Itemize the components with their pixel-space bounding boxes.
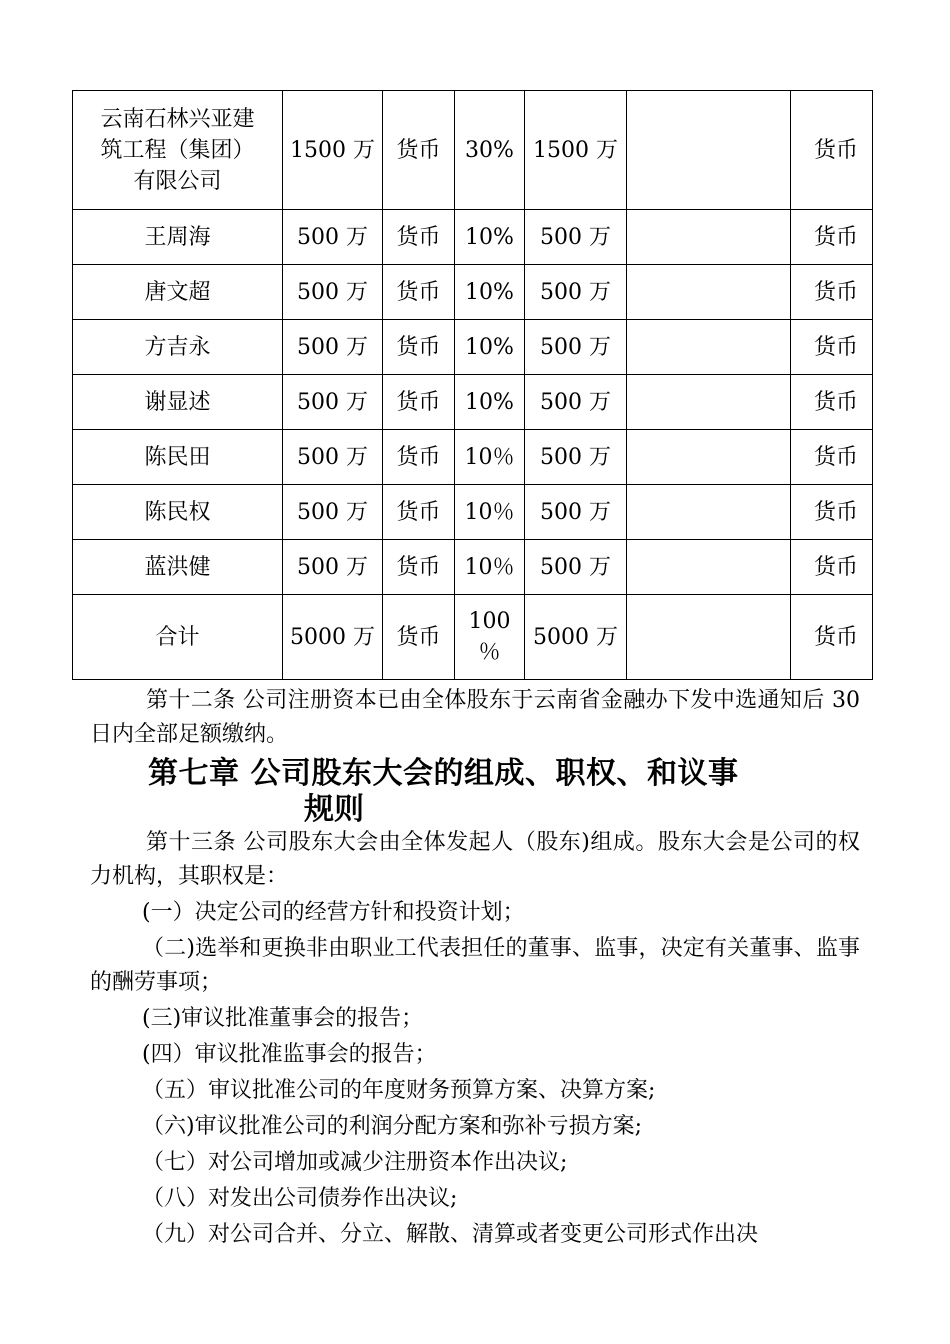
- shareholding-ratio-line: ％: [478, 640, 501, 665]
- paid-type-cell: 货币: [791, 485, 873, 540]
- paid-type-cell: 货币: [791, 540, 873, 595]
- shareholder-name-cell: [73, 485, 283, 540]
- shareholder-name-line: 方吉永: [144, 334, 211, 360]
- paid-type-cell: 货币: [791, 210, 873, 265]
- paid-type-cell: 货币: [791, 91, 873, 210]
- shareholder-name-cell: [73, 595, 283, 680]
- shareholder-name-cell: [73, 91, 283, 210]
- contribution-type-cell: 货币: [383, 595, 455, 680]
- shareholder-name-line: 唐文超: [144, 279, 211, 305]
- payment-date-cell: [627, 320, 791, 375]
- paid-type-cell: 货币: [791, 375, 873, 430]
- table-row: [73, 91, 873, 210]
- shareholder-name-cell: [73, 430, 283, 485]
- shareholder-capital-table: [72, 90, 873, 680]
- shareholding-ratio-line: 10％: [464, 554, 515, 580]
- contribution-type-cell: 货币: [383, 485, 455, 540]
- chapter-heading-line1: 第七章 公司股东大会的组成、职权、和议事: [148, 756, 739, 791]
- table-row: [73, 595, 873, 680]
- shareholder-name-cell: [73, 265, 283, 320]
- contribution-type-cell: 货币: [383, 265, 455, 320]
- subscribed-amount-cell: 500 万: [283, 265, 383, 320]
- shareholding-ratio-cell: [455, 375, 525, 430]
- power-item-2: （二)选举和更换非由职业工代表担任的董事、监事，决定有关董事、监事的酬劳事项；: [90, 936, 860, 995]
- shareholding-ratio-cell: [455, 485, 525, 540]
- paid-amount-cell: 500 万: [525, 430, 627, 485]
- subscribed-amount-cell: 500 万: [283, 210, 383, 265]
- subscribed-amount-cell: 1500 万: [283, 91, 383, 210]
- paid-type-cell: 货币: [791, 265, 873, 320]
- paid-type-cell: 货币: [791, 320, 873, 375]
- paid-type-cell: 货币: [791, 595, 873, 680]
- paid-amount-cell: 500 万: [525, 320, 627, 375]
- payment-date-cell: [627, 375, 791, 430]
- power-item-9: （九）对公司合并、分立、解散、清算或者变更公司形式作出决: [142, 1222, 759, 1247]
- payment-date-cell: [627, 265, 791, 320]
- shareholder-name-line: 筑工程（集团）: [100, 137, 255, 163]
- shareholder-name-cell: [73, 320, 283, 375]
- shareholder-name-line: 陈民田: [144, 444, 211, 470]
- chapter-heading: [90, 756, 860, 828]
- shareholder-name-line: 云南石林兴亚建: [100, 106, 255, 132]
- shareholder-name-line: 合计: [155, 624, 200, 650]
- contribution-type-cell: 货币: [383, 375, 455, 430]
- paid-amount-cell: 5000 万: [525, 595, 627, 680]
- contribution-type-cell: 货币: [383, 320, 455, 375]
- shareholding-ratio-line: 10%: [465, 279, 514, 305]
- power-item-6: （六)审议批准公司的利润分配方案和弥补亏损方案;: [142, 1114, 642, 1139]
- table-row: [73, 375, 873, 430]
- power-item-8: （八）对发出公司债券作出决议;: [142, 1186, 458, 1211]
- shareholder-name-cell: [73, 210, 283, 265]
- power-item-3: (三)审议批准董事会的报告；: [142, 1006, 424, 1031]
- power-item-5: （五）审议批准公司的年度财务预算方案、决算方案;: [142, 1078, 656, 1103]
- shareholder-name-line: 陈民权: [144, 499, 211, 525]
- payment-date-cell: [627, 540, 791, 595]
- shareholding-ratio-line: 10%: [465, 389, 514, 415]
- paid-amount-cell: 500 万: [525, 375, 627, 430]
- payment-date-cell: [627, 210, 791, 265]
- subscribed-amount-cell: 500 万: [283, 540, 383, 595]
- payment-date-cell: [627, 595, 791, 680]
- shareholding-ratio-cell: [455, 210, 525, 265]
- shareholder-name-cell: [73, 540, 283, 595]
- shareholding-ratio-cell: [455, 265, 525, 320]
- paid-amount-cell: 500 万: [525, 485, 627, 540]
- shareholding-ratio-line: 10％: [464, 499, 515, 525]
- shareholder-name-line: 有限公司: [133, 168, 222, 194]
- subscribed-amount-cell: 5000 万: [283, 595, 383, 680]
- shareholding-ratio-cell: [455, 430, 525, 485]
- shareholder-name-line: 王周海: [144, 224, 211, 250]
- payment-date-cell: [627, 91, 791, 210]
- table-row: [73, 430, 873, 485]
- article-13-text: 第十三条 公司股东大会由全体发起人（股东)组成。股东大会是公司的权力机构，其职权是：: [90, 830, 860, 889]
- payment-date-cell: [627, 430, 791, 485]
- shareholder-name-line: 谢显述: [144, 389, 211, 415]
- paid-type-cell: 货币: [791, 430, 873, 485]
- chapter-heading-line2: 规则: [304, 792, 364, 827]
- shareholding-ratio-line: 10%: [465, 224, 514, 250]
- shareholding-ratio-line: 10%: [465, 334, 514, 360]
- contribution-type-cell: 货币: [383, 540, 455, 595]
- paid-amount-cell: 500 万: [525, 540, 627, 595]
- payment-date-cell: [627, 485, 791, 540]
- shareholding-ratio-line: 100: [468, 609, 511, 634]
- subscribed-amount-cell: 500 万: [283, 485, 383, 540]
- shareholding-ratio-cell: [455, 320, 525, 375]
- power-item-4: (四）审议批准监事会的报告；: [142, 1042, 437, 1067]
- table-row: [73, 540, 873, 595]
- shareholder-name-cell: [73, 375, 283, 430]
- paid-amount-cell: 500 万: [525, 265, 627, 320]
- shareholder-name-line: 蓝洪健: [144, 554, 211, 580]
- power-item-1: (一）决定公司的经营方针和投资计划；: [142, 900, 525, 925]
- shareholding-ratio-cell: [455, 595, 525, 680]
- table-row: [73, 265, 873, 320]
- table-row: [73, 210, 873, 265]
- subscribed-amount-cell: 500 万: [283, 430, 383, 485]
- shareholding-ratio-cell: [455, 540, 525, 595]
- table-row: [73, 485, 873, 540]
- contribution-type-cell: 货币: [383, 430, 455, 485]
- article-12-text: 第十二条 公司注册资本已由全体股东于云南省金融办下发中选通知后 30 日内全部足额缴纳。: [90, 688, 860, 747]
- subscribed-amount-cell: 500 万: [283, 320, 383, 375]
- shareholding-ratio-cell: [455, 91, 525, 210]
- subscribed-amount-cell: 500 万: [283, 375, 383, 430]
- contribution-type-cell: 货币: [383, 91, 455, 210]
- shareholding-ratio-line: 10％: [464, 444, 515, 470]
- paid-amount-cell: 1500 万: [525, 91, 627, 210]
- power-item-7: （七）对公司增加或减少注册资本作出决议;: [142, 1150, 568, 1175]
- paid-amount-cell: 500 万: [525, 210, 627, 265]
- contribution-type-cell: 货币: [383, 210, 455, 265]
- shareholding-ratio-line: 30%: [465, 137, 514, 163]
- table-row: [73, 320, 873, 375]
